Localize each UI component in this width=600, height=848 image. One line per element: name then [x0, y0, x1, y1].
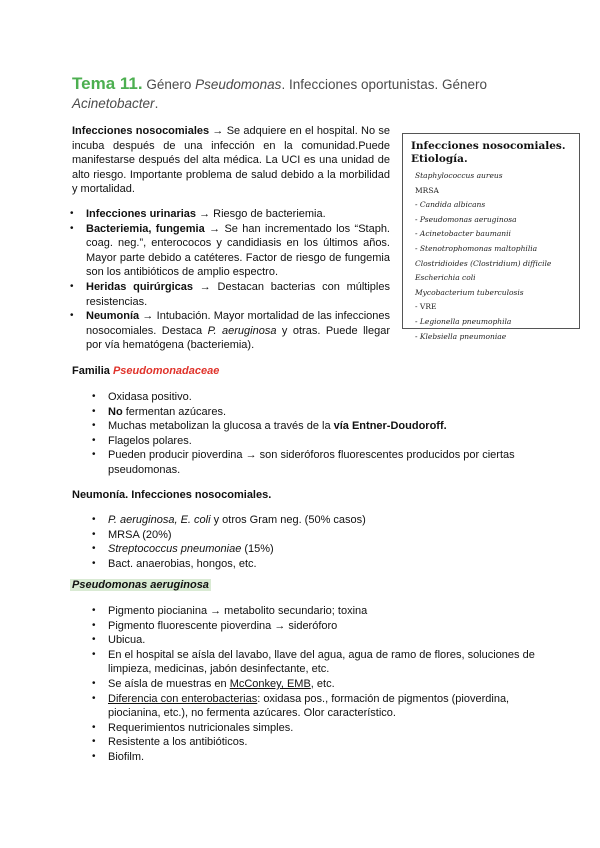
item-term: Infecciones urinarias — [86, 208, 197, 220]
item-term: Heridas quirúrgicas — [86, 280, 194, 293]
item-term: vía Entner-Doudoroff. — [333, 420, 447, 433]
item-term: Diferencia con enterobacterias — [108, 692, 258, 705]
title-text: . Infecciones oportunistas. Género — [281, 77, 488, 92]
list-item — [108, 542, 528, 557]
section-heading-familia — [72, 365, 219, 377]
item-text: y otras. Puede llegar por vía hematógena (bacteriemia). — [86, 324, 390, 352]
list-item — [108, 513, 528, 528]
item-species: P. aeruginosa, E. coli — [108, 514, 211, 526]
etiology-item: - Candida albicans — [415, 200, 486, 210]
list-item — [86, 207, 390, 222]
item-text: → Riesgo de bacteriemia. — [196, 208, 326, 220]
etiology-item: - Legionella pneumophila — [415, 316, 512, 326]
etiology-item: MRSA — [415, 185, 439, 195]
item-term: Bacteriemia, fungemia — [86, 222, 205, 235]
aeruginosa-list — [108, 604, 538, 765]
familia-list — [108, 390, 528, 478]
page-title — [72, 74, 542, 113]
etiology-item: Clostridioides (Clostridium) difficile — [415, 258, 552, 268]
list-item — [86, 280, 390, 309]
item-text: (15%) — [241, 543, 274, 556]
item-text: → Intubación. Mayor mortalidad de las infecciones nosocomiales. Destaca — [86, 310, 390, 337]
item-text: , etc. — [310, 677, 335, 690]
item-species: P. aeruginosa — [207, 324, 277, 337]
etiology-item: - Pseudomonas aeruginosa — [415, 214, 517, 224]
list-item — [108, 434, 528, 449]
list-item — [108, 750, 538, 765]
item-term: No — [108, 405, 123, 418]
etiology-item: - Klebsiella pneumoniae — [415, 331, 507, 341]
item-text: Muchas metabolizan la glucosa a través de la — [108, 420, 334, 433]
list-item — [108, 692, 538, 721]
list-item — [108, 721, 538, 736]
list-item — [108, 604, 538, 619]
list-item — [108, 528, 528, 543]
list-item — [108, 448, 528, 477]
heading-family-name: Pseudomonadaceae — [112, 365, 220, 377]
item-species: Streptococcus pneumoniae — [108, 543, 242, 556]
etiology-item: Mycobacterium tuberculosis — [415, 287, 524, 297]
topic-number: Tema 11. — [72, 74, 143, 93]
item-text: Se aísla de muestras en — [108, 677, 230, 690]
title-text: Género — [146, 77, 196, 92]
list-item — [108, 677, 538, 692]
list-item — [108, 390, 528, 405]
infection-types-list — [86, 207, 390, 353]
title-genus-pseudomonas: Pseudomonas — [195, 77, 282, 92]
list-item — [86, 309, 390, 353]
list-item — [108, 648, 538, 677]
section-heading-pseudomonas-aeruginosa: Pseudomonas aeruginosa — [72, 579, 209, 591]
intro-paragraph — [72, 124, 390, 197]
etiology-item: Escherichia coli — [415, 273, 476, 283]
item-text: Pigmento fluorescente pioverdina → sideróforo — [108, 619, 338, 632]
item-text: Ubicua. — [108, 634, 146, 647]
etiology-item: Staphylococcus aureus — [415, 171, 503, 180]
item-text: Flagelos polares. — [108, 434, 192, 447]
section-heading-neumonia: Neumonía. Infecciones nosocomiales. — [72, 489, 272, 501]
neumonia-list — [108, 513, 528, 571]
item-text: y otros Gram neg. (50% casos) — [210, 514, 366, 526]
item-text: Bact. anaerobias, hongos, etc. — [108, 557, 257, 570]
list-item — [86, 222, 390, 280]
item-text: fermentan azúcares. — [122, 405, 227, 418]
item-text: Resistente a los antibióticos. — [108, 736, 248, 749]
etiology-item: - Acinetobacter baumanii — [415, 229, 511, 239]
etiology-item: - VRE — [415, 302, 437, 312]
item-term: Neumonía — [86, 310, 140, 323]
etiology-title: Infecciones nosocomiales. Etiología. — [411, 140, 566, 165]
list-item — [108, 419, 528, 434]
title-genus-acinetobacter: Acinetobacter — [72, 96, 155, 111]
item-text: MRSA (20%) — [108, 528, 172, 541]
list-item — [108, 735, 538, 750]
intro-term: Infecciones nosocomiales — [72, 125, 210, 137]
title-text: . — [154, 96, 159, 111]
heading-text: Familia — [72, 365, 113, 377]
item-text: Pueden producir pioverdina → son sideróforos fluorescentes producidos por ciertas pseudomonas. — [108, 449, 515, 476]
list-item — [108, 405, 528, 420]
list-item — [108, 557, 528, 572]
etiology-item: - Stenotrophomonas maltophilia — [415, 243, 538, 253]
item-text: Pigmento piocianina → metabolito secundario; toxina — [108, 605, 368, 617]
item-text: Oxidasa positivo. — [108, 391, 192, 403]
item-text: Biofilm. — [108, 750, 145, 763]
item-text: Requerimientos nutricionales simples. — [108, 721, 294, 734]
list-item — [108, 633, 538, 648]
etiology-figure — [402, 133, 580, 341]
intro-text: → Se adquiere en el hospital. No se incuba después de una infección en la comunidad.Puede manifestarse después del alta médica. La UCI es una unidad de alto riesgo. Importante problema de salud debido a la morbilidad y mortalidad. — [72, 125, 391, 196]
item-text: En el hospital se aísla del lavabo, llave del agua, agua de ramo de flores, soluciones de limpieza, medicinas, jabón desinfectante, etc. — [108, 648, 535, 676]
list-item — [108, 619, 538, 634]
item-text: → Se han incrementado los “Staph. coag. neg.”, enterococos y candidiasis en los últimos años. Mayor parte debido a catéteres. Factor de riesgo de fungemia son los antibióticos de amplio espectro. — [86, 222, 390, 279]
item-media: McConkey, EMB — [229, 677, 311, 690]
item-text: → Destacan bacterias con múltiples resistencias. — [86, 280, 390, 308]
item-text: : oxidasa pos., formación de pigmentos (pioverdina, piocianina, etc.), no fermenta azúcares. Olor característico. — [108, 692, 510, 720]
